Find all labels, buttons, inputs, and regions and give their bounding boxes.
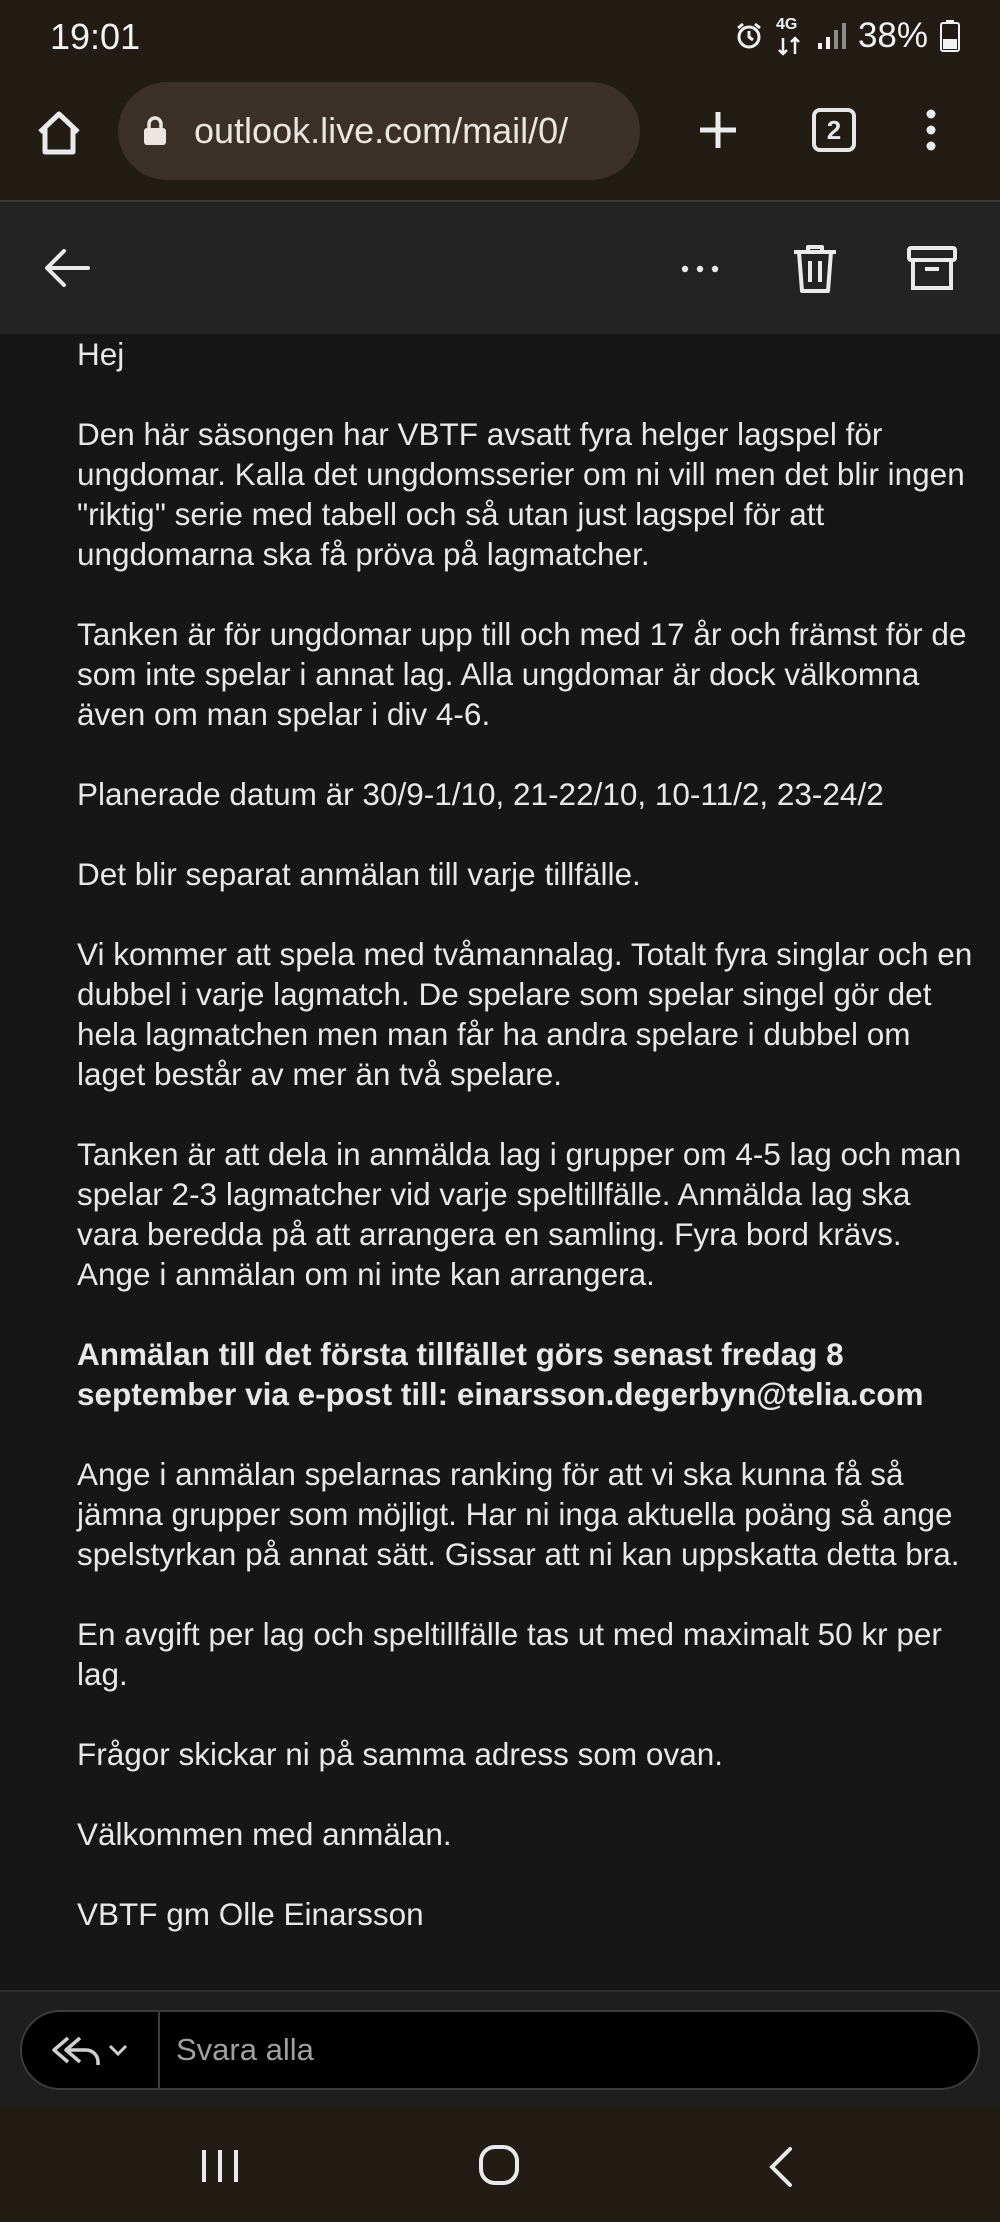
battery-icon	[940, 20, 960, 52]
signal-icon	[816, 21, 846, 51]
recents-button[interactable]	[198, 2148, 242, 2184]
new-tab-button[interactable]	[696, 108, 740, 152]
email-paragraph: Den här säsongen har VBTF avsatt fyra helger lagspel för ungdomar. Kalla det ungdomsserier om ni vill men det blir ingen "riktig" serie med tabell och så utan just lagspel för att ungdomarna ska få pröva på lagmatcher.	[77, 416, 965, 572]
email-paragraph: En avgift per lag och speltillfälle tas ut med maximalt 50 kr per lag.	[77, 1616, 942, 1692]
lock-icon	[142, 116, 168, 146]
archive-button[interactable]	[906, 244, 958, 292]
email-paragraph: Frågor skickar ni på samma adress som ovan.	[77, 1736, 723, 1772]
reply-all-icon	[54, 2038, 98, 2065]
address-bar[interactable]	[118, 82, 640, 180]
home-button[interactable]	[34, 108, 84, 158]
status-bar	[0, 0, 1000, 72]
email-greeting: Hej	[77, 336, 125, 372]
network-label: 4G	[775, 16, 798, 33]
email-paragraph: Välkommen med anmälan.	[77, 1816, 452, 1852]
email-paragraph: Det blir separat anmälan till varje tillfälle.	[77, 856, 641, 892]
reply-bar	[0, 1990, 1000, 2106]
email-paragraph: Tanken är att dela in anmälda lag i grupper om 4-5 lag och man spelar 2-3 lagmatcher vid varje speltillfälle. Anmälda lag ska vara beredda på att arrangera en samling. Fyra bord krävs. Ange i anmälan om ni inte kan arrangera.	[77, 1136, 962, 1292]
email-content	[77, 334, 977, 1974]
status-icons	[734, 14, 960, 58]
delete-button[interactable]	[790, 242, 840, 296]
tab-count: 2	[826, 114, 842, 145]
system-back-button[interactable]	[766, 2146, 794, 2188]
back-arrow-icon	[42, 246, 92, 290]
url-text: outlook.live.com/mail/0/	[194, 110, 569, 151]
chevron-down-icon	[110, 2046, 126, 2054]
email-paragraph: Tanken är för ungdomar upp till och med 17 år och främst för de som inte spelar i annat lag. Alla ungdomar är dock välkomna även om man spelar i div 4-6.	[77, 616, 967, 732]
browser-menu-button[interactable]	[916, 108, 946, 152]
back-chevron-icon	[766, 2146, 794, 2188]
reply-all-input[interactable]	[176, 2012, 956, 2088]
tabs-button[interactable]	[812, 108, 856, 152]
mail-toolbar	[0, 200, 1000, 334]
kebab-menu-icon	[916, 108, 946, 152]
email-signature: VBTF gm Olle Einarsson	[77, 1896, 424, 1932]
browser-toolbar	[0, 72, 1000, 200]
email-paragraph: Ange i anmälan spelarnas ranking för att vi ska kunna få så jämna grupper som möjligt. Har ni inga aktuella poäng så ange spelstyrkan på annat sätt. Gissar att ni kan uppskatta detta bra.	[77, 1456, 960, 1572]
home-icon	[34, 108, 84, 158]
alarm-icon	[734, 21, 764, 51]
archive-icon	[906, 244, 958, 292]
network-4g-icon	[776, 16, 804, 56]
home-circle-icon	[478, 2144, 520, 2186]
back-button[interactable]	[42, 246, 92, 290]
status-time: 19:01	[50, 16, 141, 57]
email-body	[0, 334, 1000, 1990]
email-paragraph: Vi kommer att spela med tvåmannalag. Totalt fyra singlar och en dubbel i varje lagmatch. De spelare som spelar singel gör det hela lagmatchen men man får ha andra spelare i dubbel om laget består av mer än två spelare.	[77, 936, 973, 1092]
battery-text: 38%	[857, 16, 928, 55]
system-home-button[interactable]	[478, 2144, 520, 2186]
email-signup-notice: Anmälan till det första tillfället görs senast fredag 8 september via e-post till: einarsson.degerbyn@telia.com	[77, 1336, 924, 1412]
email-paragraph: Planerade datum är 30/9-1/10, 21-22/10, 10-11/2, 23-24/2	[77, 776, 884, 812]
plus-icon	[696, 108, 740, 152]
more-horizontal-icon	[680, 263, 720, 275]
more-actions-button[interactable]	[680, 262, 720, 274]
reply-type-dropdown[interactable]	[22, 2012, 160, 2088]
system-nav-bar	[0, 2106, 1000, 2222]
trash-icon	[790, 242, 840, 296]
reply-composer	[20, 2010, 980, 2090]
recents-icon	[198, 2148, 242, 2184]
